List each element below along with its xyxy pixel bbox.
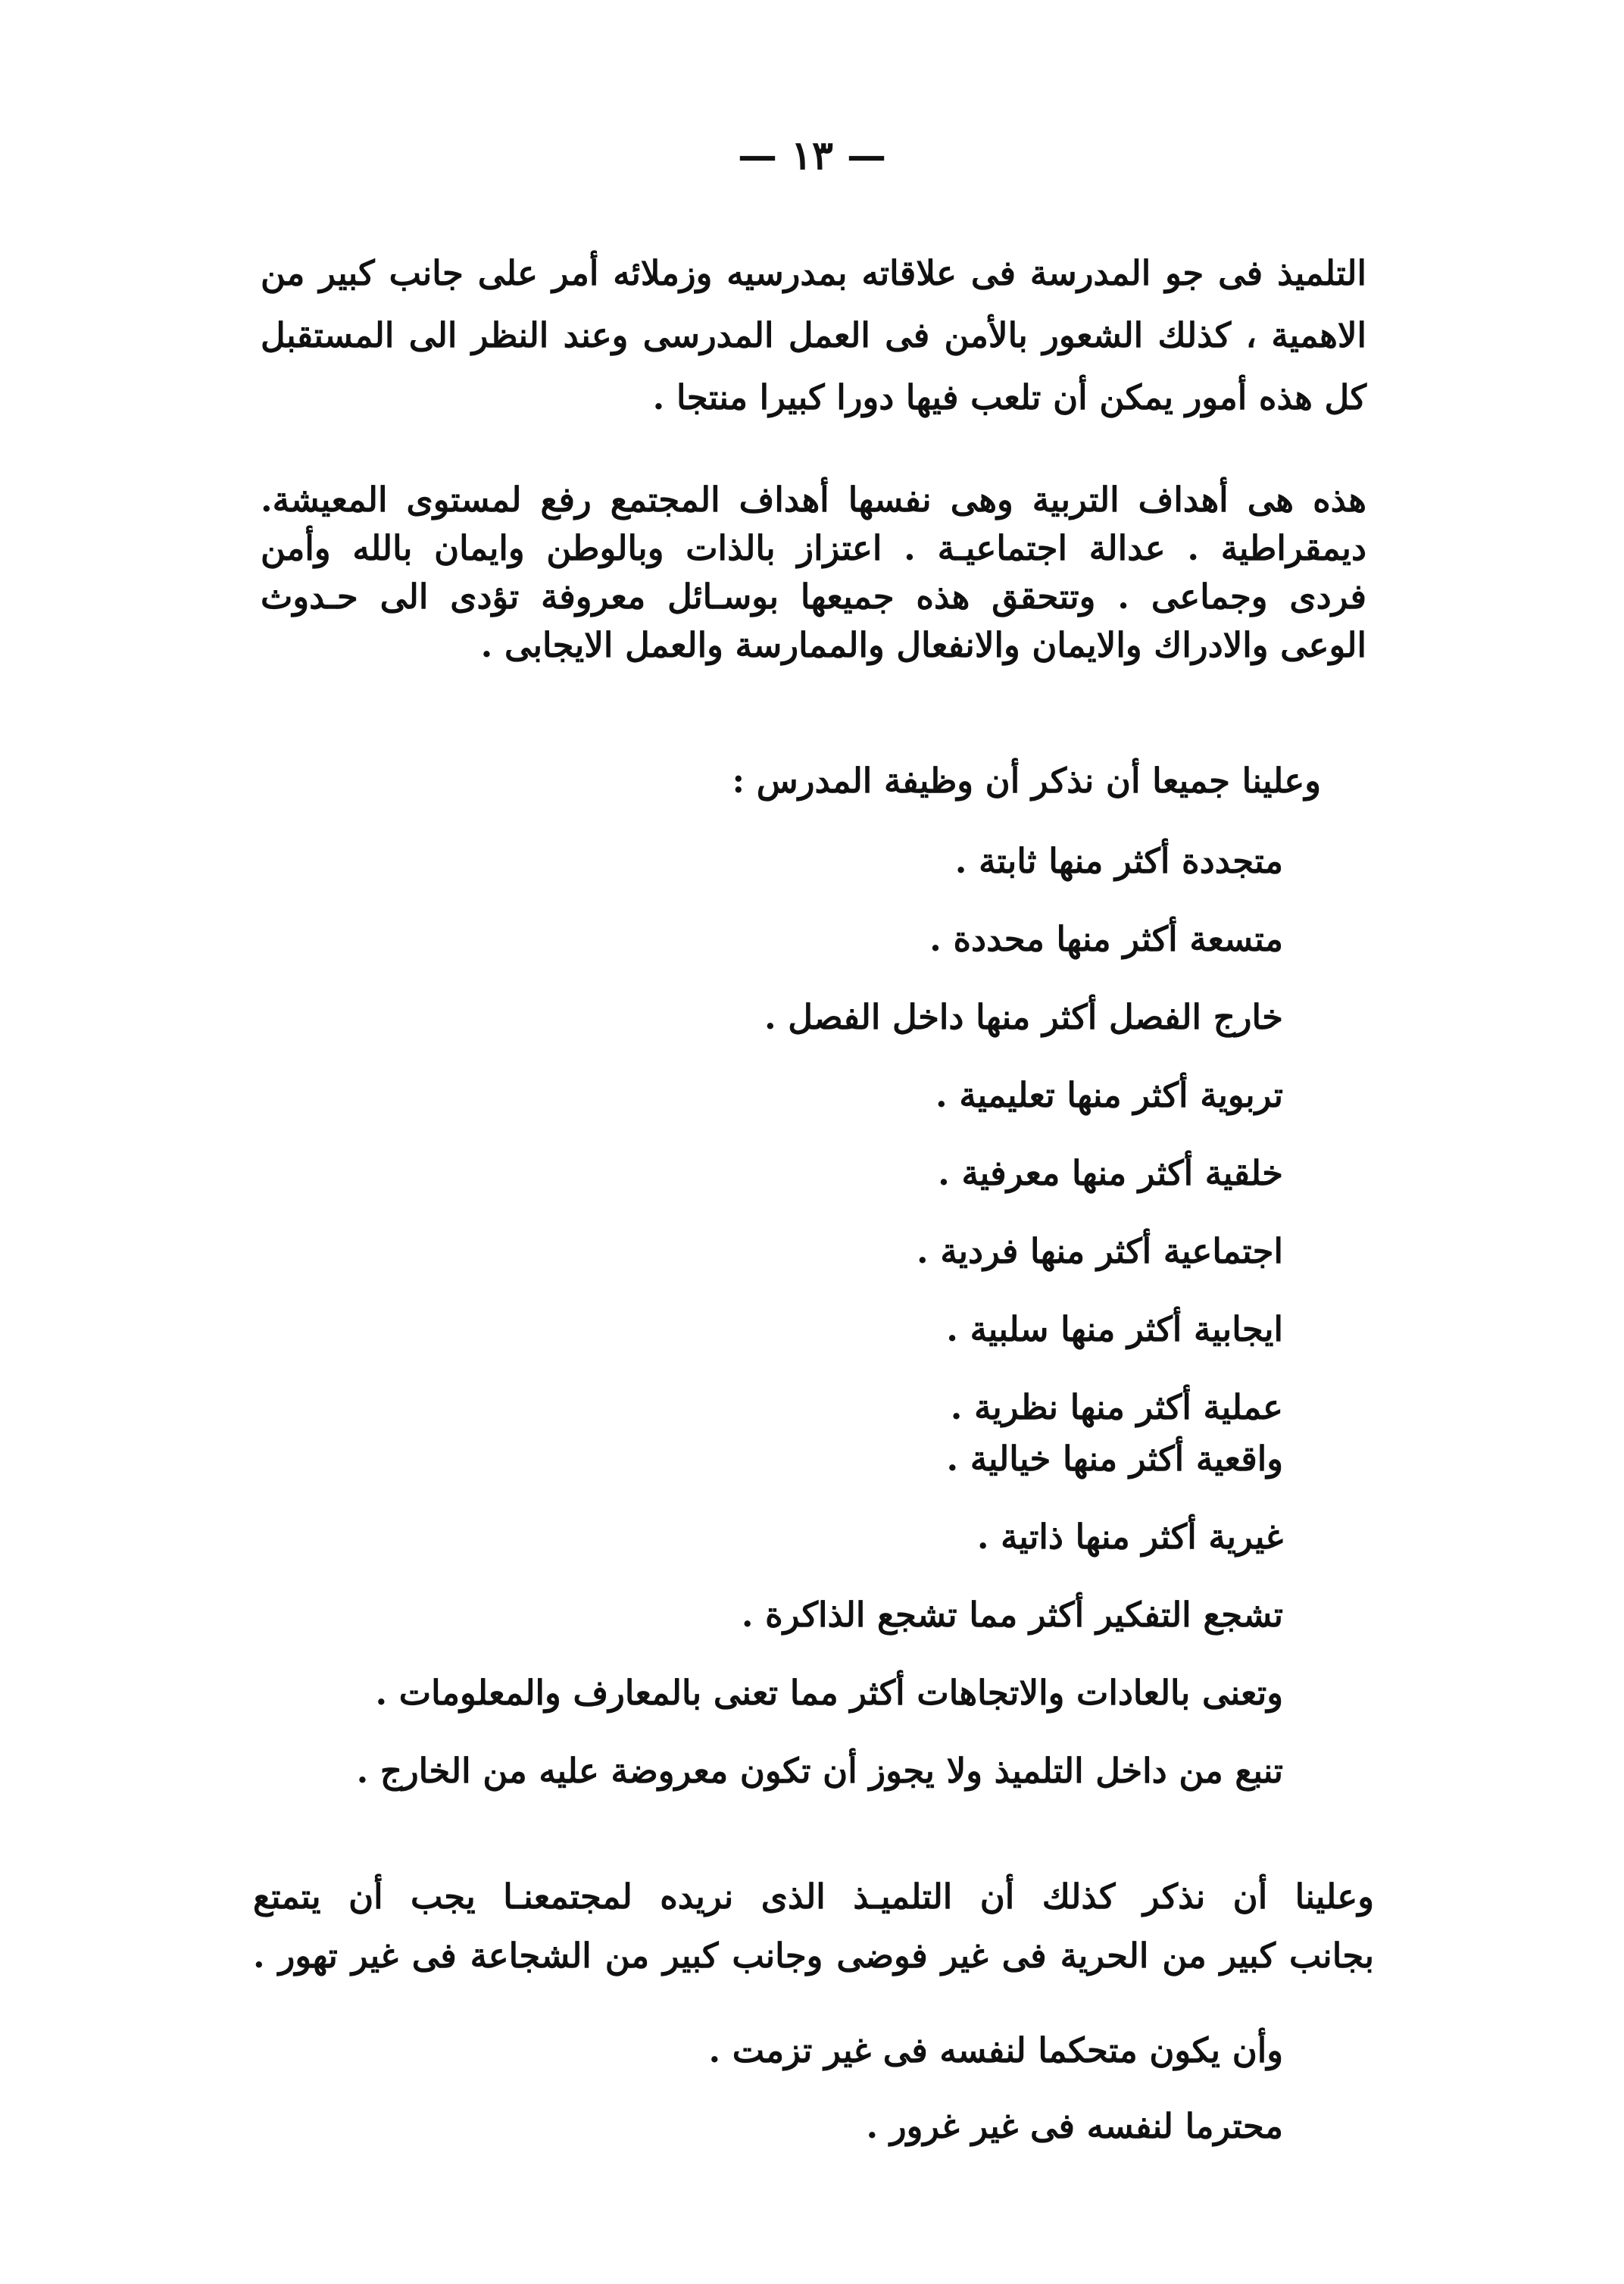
list-item: وتعنى بالعادات والاتجاهات أكثر مما تعنى بالمعارف والمعلومات .: [375, 1673, 1283, 1713]
list-item: محترما لنفسه فى غير غرور .: [866, 2106, 1283, 2146]
teacher-role-list: [357, 841, 1283, 1829]
paragraph-1-line-2: الاهمية ، كذلك الشعور بالأمن فى العمل المدرسى وعند النظر الى المستقبل: [261, 315, 1366, 355]
list-item: تنبع من داخل التلميذ ولا يجوز أن تكون معروضة عليه من الخارج .: [356, 1751, 1283, 1791]
paragraph-2: [261, 476, 1366, 670]
list-item: متجددة أكثر منها ثابتة .: [954, 841, 1283, 881]
student-qualities-list: [708, 2030, 1283, 2182]
list-item: ايجابية أكثر منها سلبية .: [946, 1309, 1283, 1349]
list-item: اجتماعية أكثر منها فردية .: [916, 1231, 1283, 1271]
list-item: عملية أكثر منها نظرية .: [950, 1387, 1283, 1427]
paragraph-3-line-2: بجانب كبير من الحرية فى غير فوضى وجانب كبير من الشجاعة فى غير تهور .: [253, 1936, 1374, 1976]
list-item: تربوية أكثر منها تعليمية .: [935, 1075, 1283, 1115]
paragraph-2-line-3: فردى وجماعى . وتتحقق هذه جميعها بوسـائل معروفة تؤدى الى حـدوث: [261, 576, 1366, 617]
paragraph-1: [261, 242, 1366, 429]
paragraph-3: [253, 1867, 1374, 1986]
paragraph-1-line-1: التلميذ فى جو المدرسة فى علاقاته بمدرسيه وزملائه أمر على جانب كبير من: [261, 253, 1366, 293]
paragraph-2-line-4: الوعى والادراك والايمان والانفعال والممارسة والعمل الايجابى .: [480, 625, 1366, 665]
paragraph-2-line-1: هذه هى أهداف التربية وهى نفسها أهداف المجتمع رفع لمستوى المعيشة.: [261, 480, 1366, 520]
list-item: خلقية أكثر منها معرفية .: [938, 1153, 1283, 1193]
paragraph-1-line-3: كل هذه أمور يمكن أن تلعب فيها دورا كبيرا منتجا .: [652, 377, 1366, 417]
list-item: غيرية أكثر منها ذاتية .: [976, 1517, 1283, 1557]
list-item: وأن يكون متحكما لنفسه فى غير تزمت .: [708, 2030, 1283, 2070]
list-item: واقعية أكثر منها خيالية .: [946, 1439, 1283, 1479]
list-intro: وعلينا جميعا أن نذكر أن وظيفة المدرس :: [732, 761, 1321, 801]
list-item: خارج الفصل أكثر منها داخل الفصل .: [764, 997, 1283, 1037]
list-item: تشجع التفكير أكثر مما تشجع الذاكرة .: [741, 1595, 1283, 1635]
paragraph-2-line-2: ديمقراطية . عدالة اجتماعيـة . اعتزاز بالذات وبالوطن وايمان بالله وأمن: [261, 528, 1366, 568]
list-item: متسعة أكثر منها محددة .: [929, 919, 1283, 959]
paragraph-3-line-1: وعلينا أن نذكر كذلك أن التلميـذ الذى نريده لمجتمعنـا يجب أن يتمتع: [253, 1876, 1374, 1917]
page-number: — ١٣ —: [737, 133, 887, 179]
